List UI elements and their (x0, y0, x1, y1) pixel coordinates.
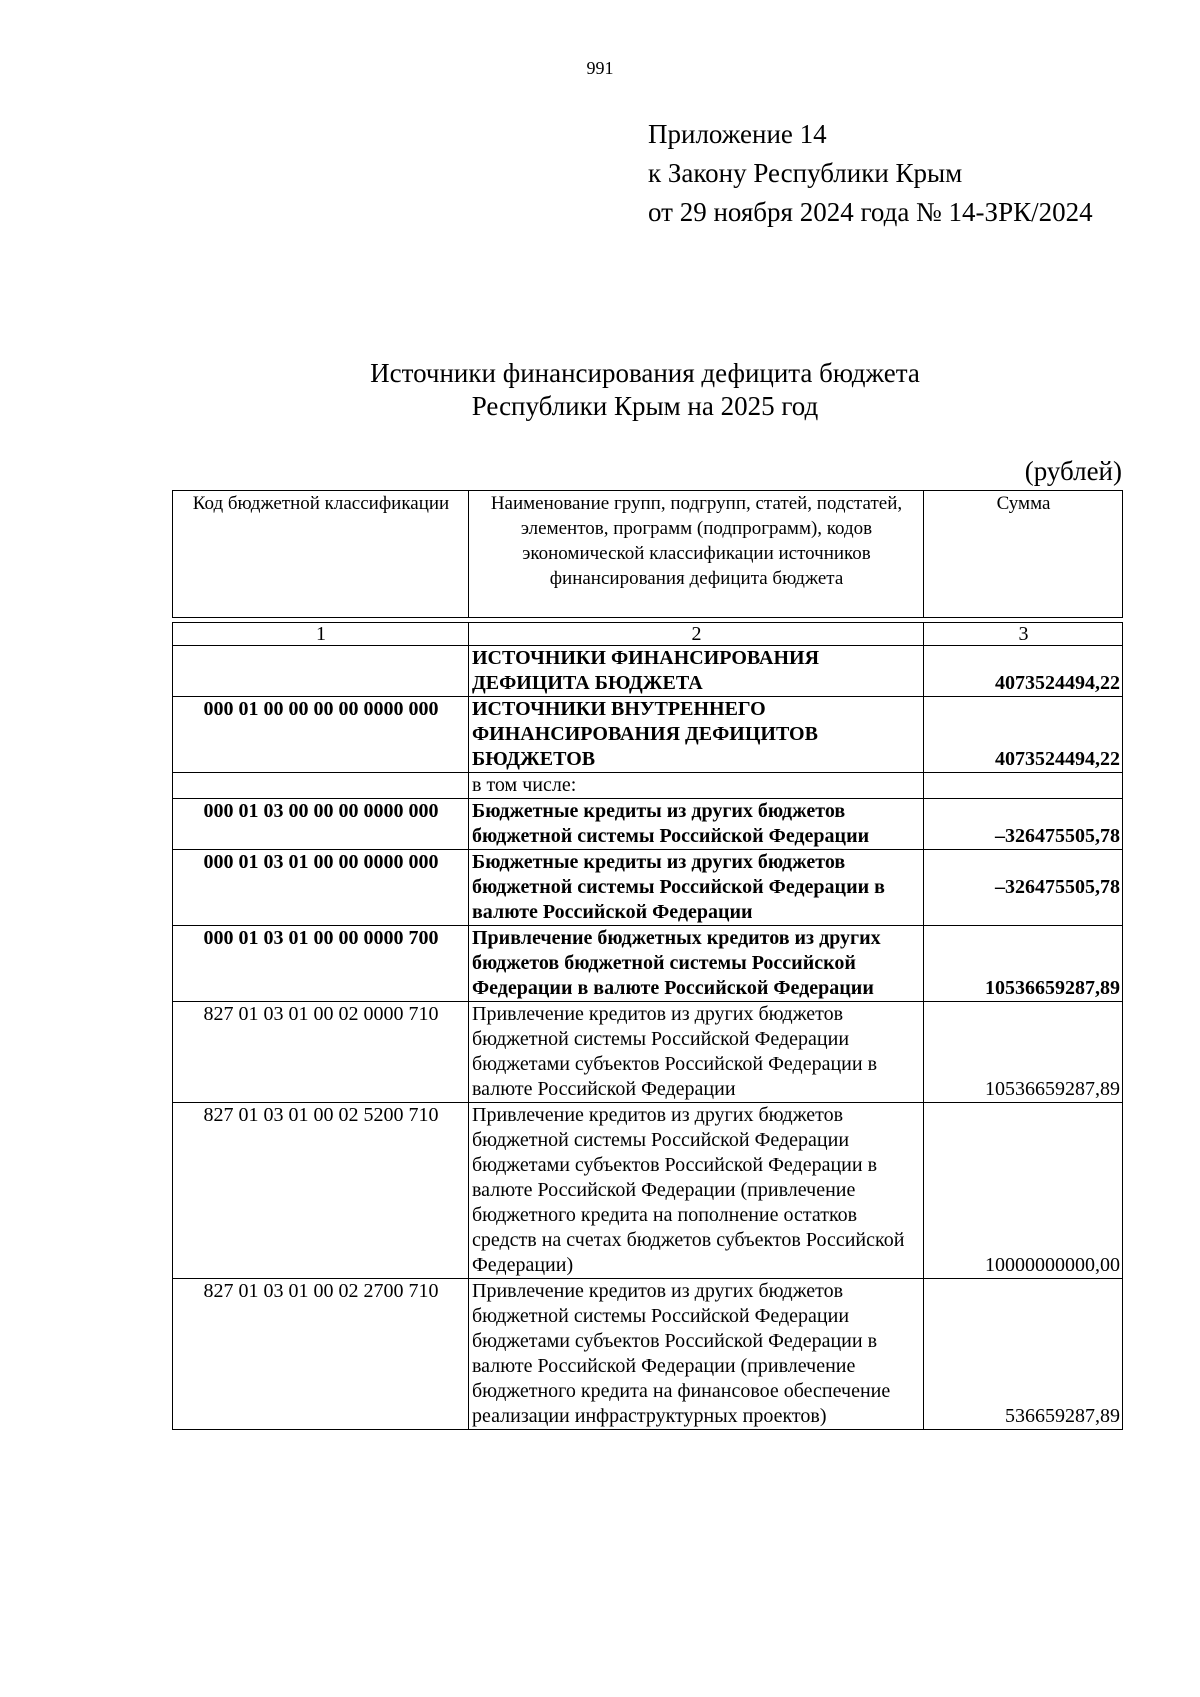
document-title (0, 357, 1200, 423)
column-number-2: 2 (469, 623, 924, 646)
table-row (173, 850, 1123, 926)
row-sum: 10536659287,89 (924, 1002, 1123, 1103)
row-name: Привлечение бюджетных кредитов из других бюджетов бюджетной системы Российской Федерации в валюте Российской Федерации (469, 926, 924, 1002)
units-label: (рублей) (1024, 456, 1122, 486)
header-sum: Сумма (924, 491, 1123, 618)
table-row (173, 1002, 1123, 1103)
row-name: Привлечение кредитов из других бюджетов бюджетной системы Российской Федерации бюджетами субъектов Российской Федерации в валюте Российской Федерации (469, 1002, 924, 1103)
row-name: Привлечение кредитов из других бюджетов бюджетной системы Российской Федерации бюджетами субъектов Российской Федерации в валюте Российской Федерации (привлечение бюджетного кредита на пополнение остатков средств на счетах бюджетов субъектов Российской Федерации) (469, 1103, 924, 1279)
row-name: Бюджетные кредиты из других бюджетов бюджетной системы Российской Федерации (469, 799, 924, 850)
budget-table (172, 490, 1123, 1430)
row-code: 000 01 03 01 00 00 0000 700 (173, 926, 469, 1002)
title-line-1: Источники финансирования дефицита бюджета (370, 358, 920, 388)
row-sum: 4073524494,22 (924, 697, 1123, 773)
row-code: 827 01 03 01 00 02 2700 710 (173, 1279, 469, 1430)
row-code: 000 01 03 01 00 00 0000 000 (173, 850, 469, 926)
table-row (173, 926, 1123, 1002)
row-sum: 536659287,89 (924, 1279, 1123, 1430)
title-line-2: Республики Крым на 2025 год (471, 391, 819, 421)
appendix-reference (648, 115, 1093, 232)
row-sum (924, 773, 1123, 799)
row-code: 000 01 00 00 00 00 0000 000 (173, 697, 469, 773)
row-name: ИСТОЧНИКИ ВНУТРЕННЕГО ФИНАНСИРОВАНИЯ ДЕФИЦИТОВ БЮДЖЕТОВ (469, 697, 924, 773)
table-row (173, 697, 1123, 773)
row-sum: 10536659287,89 (924, 926, 1123, 1002)
table-header-row (173, 491, 1123, 618)
appendix-line-1: Приложение 14 (648, 119, 827, 149)
column-number-row (173, 623, 1123, 646)
row-code (173, 773, 469, 799)
row-sum: 4073524494,22 (924, 646, 1123, 697)
table-row (173, 1279, 1123, 1430)
header-code: Код бюджетной классификации (173, 491, 469, 618)
row-sum: –326475505,78 (924, 799, 1123, 850)
row-code (173, 646, 469, 697)
table-row (173, 773, 1123, 799)
row-code: 827 01 03 01 00 02 5200 710 (173, 1103, 469, 1279)
row-code: 827 01 03 01 00 02 0000 710 (173, 1002, 469, 1103)
page-number: 991 (586, 58, 614, 78)
row-name: Бюджетные кредиты из других бюджетов бюджетной системы Российской Федерации в валюте Российской Федерации (469, 850, 924, 926)
column-number-3: 3 (924, 623, 1123, 646)
row-sum: –326475505,78 (924, 850, 1123, 926)
row-code: 000 01 03 00 00 00 0000 000 (173, 799, 469, 850)
header-name: Наименование групп, подгрупп, статей, подстатей, элементов, программ (подпрограмм), кодов экономической классификации источников финансирования дефицита бюджета (469, 491, 924, 618)
column-number-1: 1 (173, 623, 469, 646)
table-row (173, 646, 1123, 697)
row-sum: 10000000000,00 (924, 1103, 1123, 1279)
row-name: ИСТОЧНИКИ ФИНАНСИРОВАНИЯ ДЕФИЦИТА БЮДЖЕТА (469, 646, 924, 697)
appendix-line-3: от 29 ноября 2024 года № 14-ЗРК/2024 (648, 197, 1093, 227)
appendix-line-2: к Закону Республики Крым (648, 158, 963, 188)
row-name: Привлечение кредитов из других бюджетов бюджетной системы Российской Федерации бюджетами субъектов Российской Федерации в валюте Российской Федерации (привлечение бюджетного кредита на финансовое обеспечение реализации инфраструктурных проектов) (469, 1279, 924, 1430)
table-row (173, 799, 1123, 850)
table-row (173, 1103, 1123, 1279)
row-name: в том числе: (469, 773, 924, 799)
